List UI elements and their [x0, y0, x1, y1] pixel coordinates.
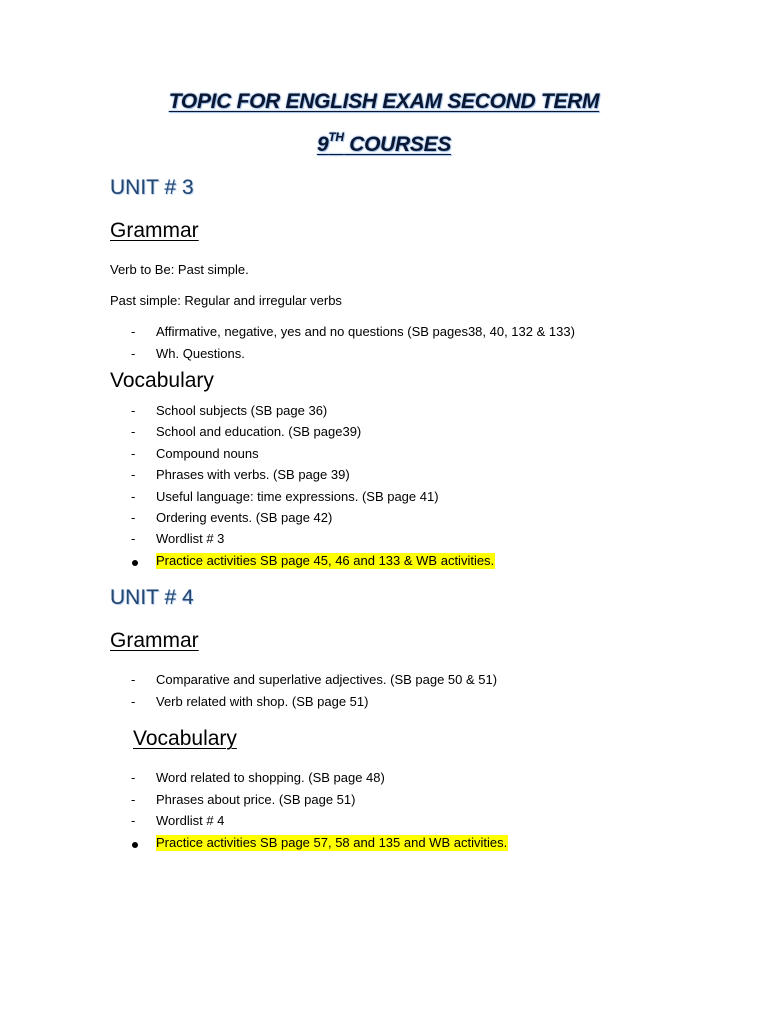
grammar-line: Past simple: Regular and irregular verbs — [110, 293, 342, 308]
list-item — [0, 531, 768, 549]
vocabulary-heading: Vocabulary — [110, 369, 214, 392]
list-item — [0, 792, 768, 810]
list-item — [0, 403, 768, 421]
list-item-text: Affirmative, negative, yes and no questions (SB pages38, 40, 132 & 133) — [156, 324, 575, 339]
list-item — [0, 813, 768, 831]
list-item-text: Word related to shopping. (SB page 48) — [156, 770, 385, 785]
dash-marker: - — [131, 510, 136, 525]
list-item-text: Comparative and superlative adjectives. (SB page 50 & 51) — [156, 672, 498, 687]
list-item-text: Useful language: time expressions. (SB page 41) — [156, 489, 439, 504]
document-subtitle — [0, 132, 768, 157]
list-item-text: Wordlist # 4 — [156, 813, 225, 828]
list-item — [0, 672, 768, 690]
unit-heading: UNIT # 3 — [110, 176, 194, 199]
grammar-heading: Grammar — [110, 219, 199, 242]
dash-marker: - — [131, 694, 136, 709]
list-item — [0, 694, 768, 712]
practice-item — [0, 553, 768, 571]
list-item — [0, 489, 768, 507]
list-item — [0, 346, 768, 364]
dash-marker: - — [131, 324, 136, 339]
dash-marker: - — [131, 770, 136, 785]
list-item — [0, 446, 768, 464]
list-item — [0, 424, 768, 442]
document-title: TOPIC FOR ENGLISH EXAM SECOND TERM — [168, 90, 600, 113]
course-label: COURSES — [343, 133, 452, 156]
dash-marker: - — [131, 813, 136, 828]
dash-marker: - — [131, 346, 136, 361]
list-item-text: Phrases with verbs. (SB page 39) — [156, 467, 350, 482]
list-item-text: School subjects (SB page 36) — [156, 403, 328, 418]
grammar-heading: Grammar — [110, 629, 199, 652]
list-item — [0, 510, 768, 528]
bullet-marker — [132, 560, 138, 566]
practice-item — [0, 835, 768, 853]
dash-marker: - — [131, 672, 136, 687]
dash-marker: - — [131, 467, 136, 482]
dash-marker: - — [131, 792, 136, 807]
list-item-text: Verb related with shop. (SB page 51) — [156, 694, 369, 709]
bullet-marker — [132, 842, 138, 848]
dash-marker: - — [131, 403, 136, 418]
list-item — [0, 467, 768, 485]
list-item-text: School and education. (SB page39) — [156, 424, 362, 439]
unit-heading: UNIT # 4 — [110, 586, 194, 609]
practice-activities-highlighted: Practice activities SB page 45, 46 and 133 & WB activities. — [156, 553, 495, 568]
dash-marker: - — [131, 489, 136, 504]
list-item-text: Ordering events. (SB page 42) — [156, 510, 333, 525]
course-ordinal-suffix: TH — [328, 130, 344, 144]
list-item-text: Wh. Questions. — [156, 346, 245, 361]
practice-activities-highlighted: Practice activities SB page 57, 58 and 135 and WB activities. — [156, 835, 508, 850]
grammar-line: Verb to Be: Past simple. — [110, 262, 249, 277]
list-item — [0, 770, 768, 788]
list-item — [0, 324, 768, 342]
dash-marker: - — [131, 424, 136, 439]
vocabulary-heading: Vocabulary — [133, 727, 237, 750]
dash-marker: - — [131, 531, 136, 546]
list-item-text: Phrases about price. (SB page 51) — [156, 792, 356, 807]
list-item-text: Wordlist # 3 — [156, 531, 225, 546]
list-item-text: Compound nouns — [156, 446, 259, 461]
course-number: 9 — [316, 133, 329, 156]
dash-marker: - — [131, 446, 136, 461]
